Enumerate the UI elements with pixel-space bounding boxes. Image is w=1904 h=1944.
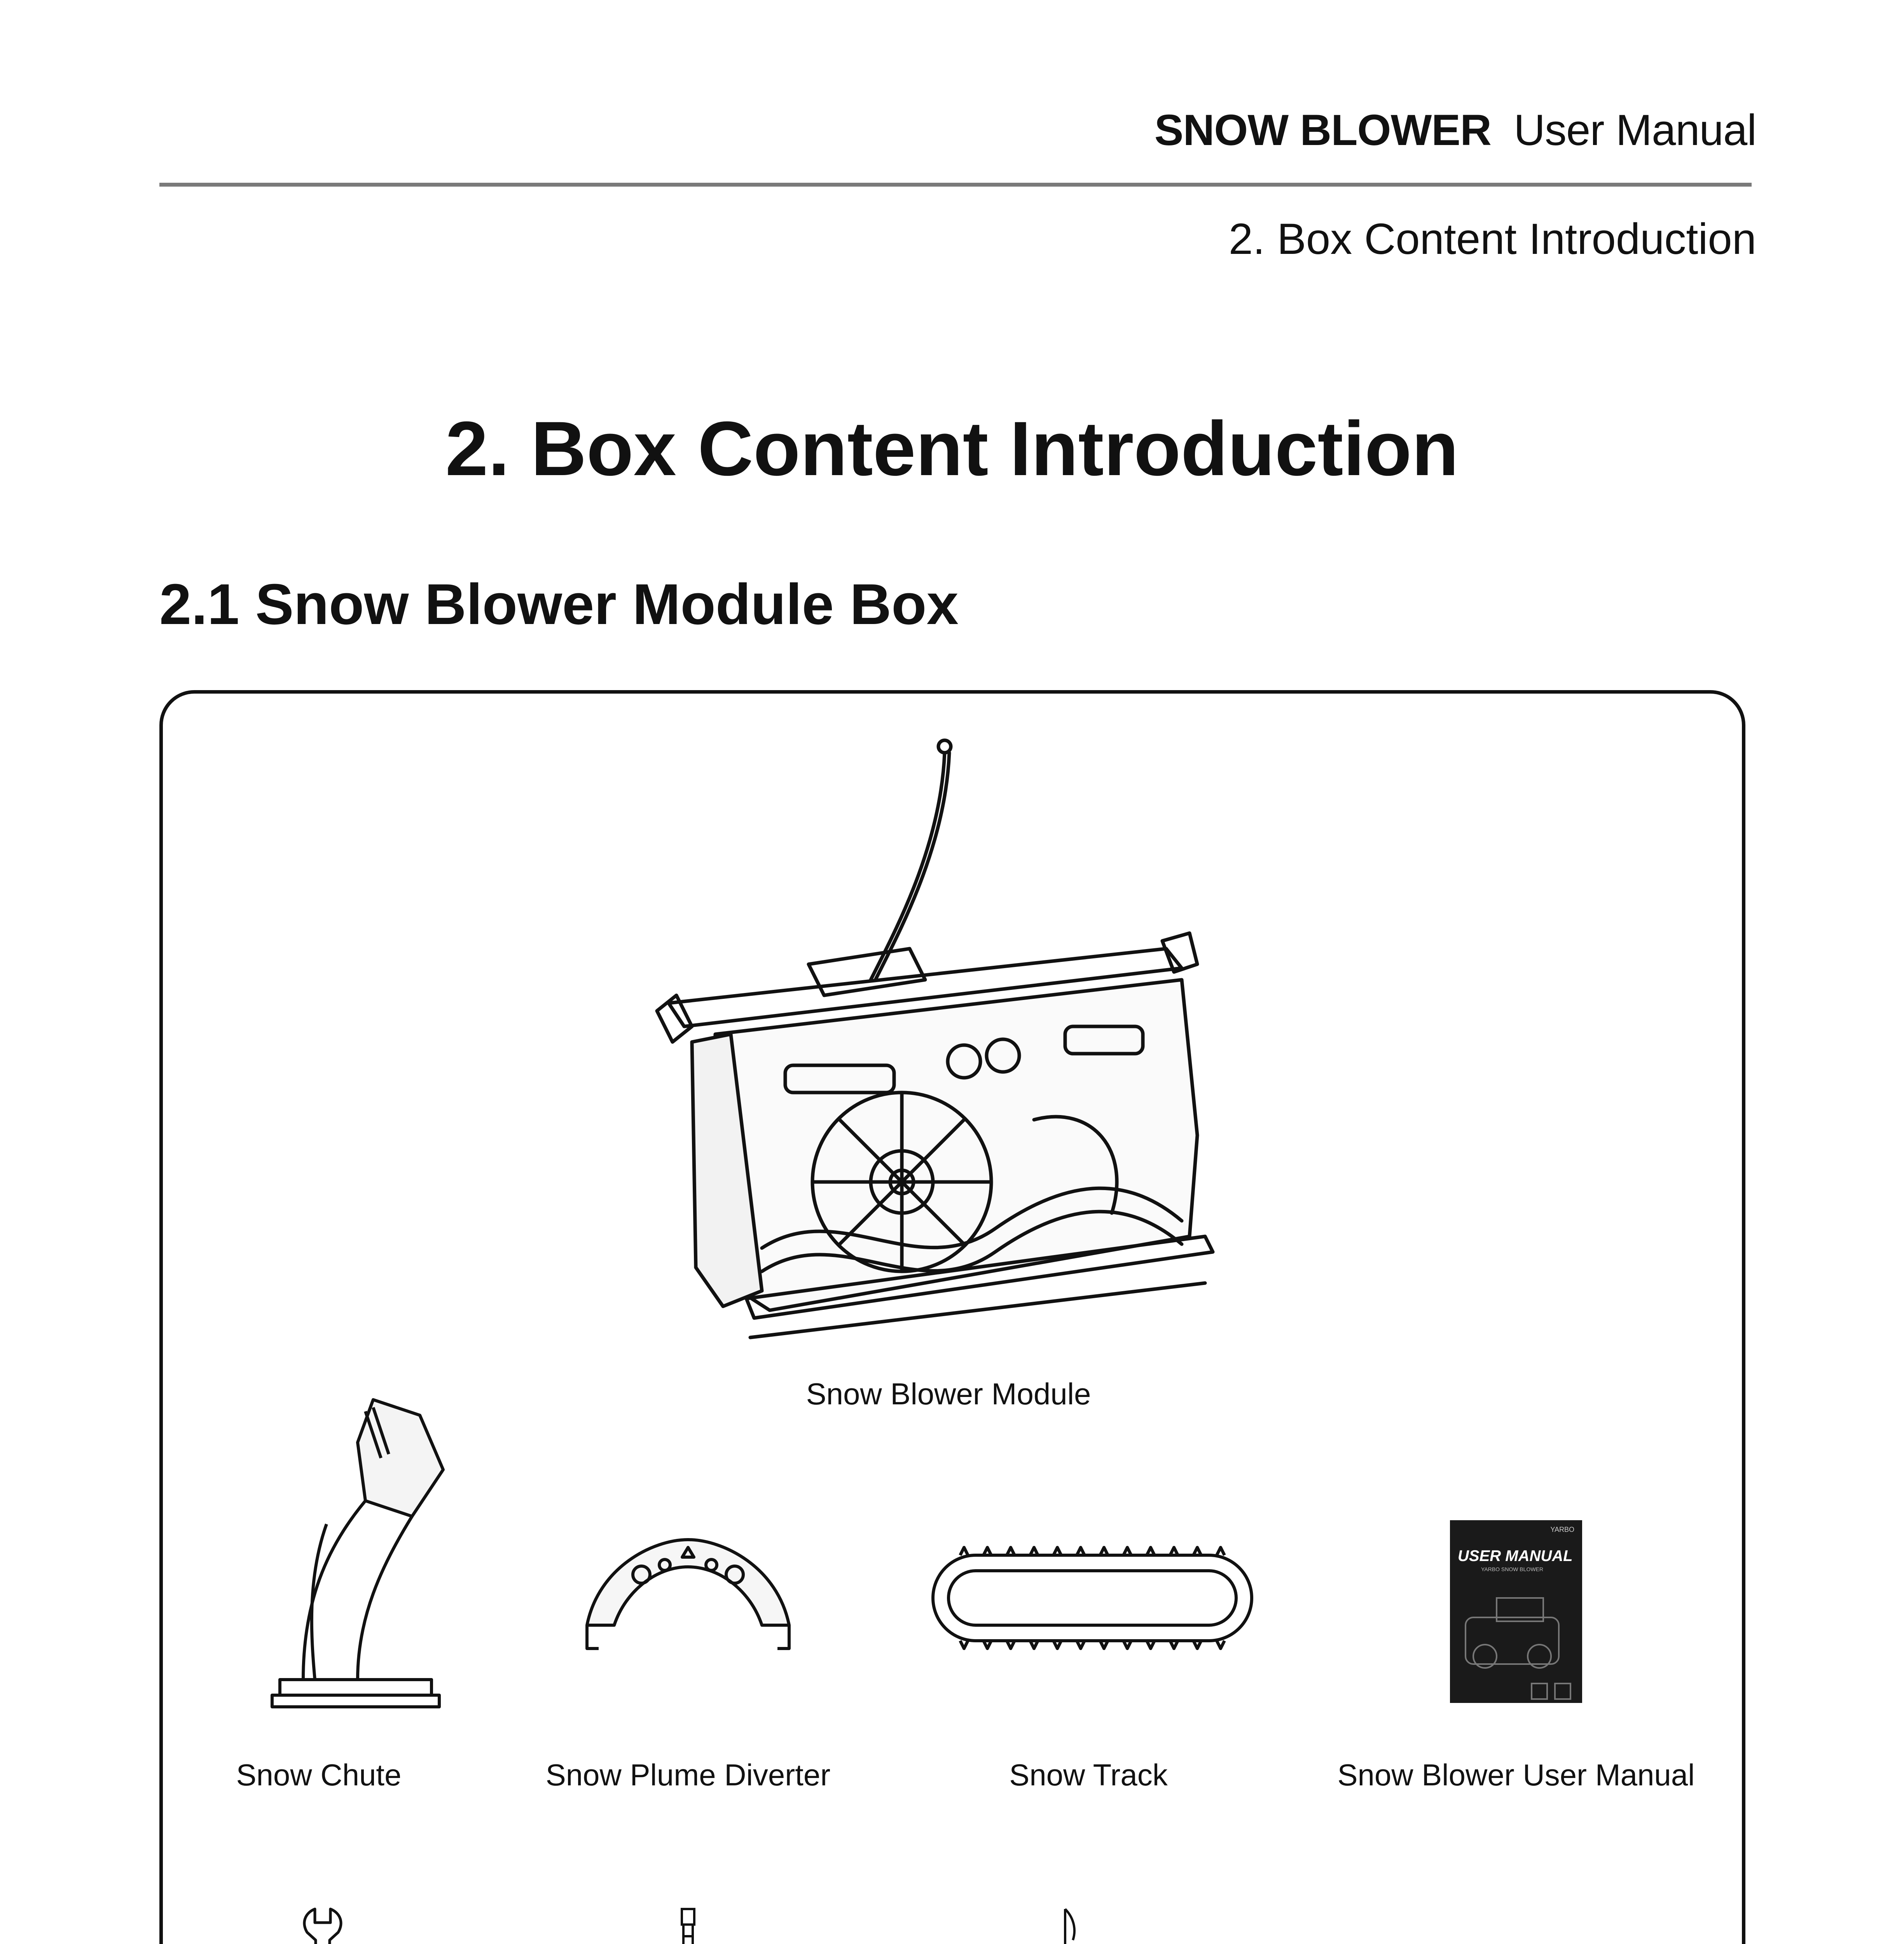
snow-track-illustration: [921, 1540, 1263, 1656]
header-section: 2. Box Content Introduction: [1228, 215, 1756, 263]
wrench-illustration: [299, 1905, 346, 1944]
user-manual-illustration: [1450, 1520, 1582, 1703]
manual-cover-subtitle: YARBO SNOW BLOWER: [1481, 1566, 1543, 1572]
snow-blower-module-illustration: [645, 731, 1244, 1361]
header-doc-type: User Manual: [1514, 106, 1756, 154]
section-subtitle: 2.1 Snow Blower Module Box: [159, 572, 959, 636]
snow-chute-illustration: [249, 1384, 459, 1722]
stud-illustration: [676, 1905, 700, 1944]
manual-cover-title: USER MANUAL: [1458, 1547, 1573, 1565]
item-label-snow-plume-diverter: Snow Plume Diverter: [545, 1758, 831, 1792]
header-divider: [159, 183, 1752, 187]
running-header: [1155, 105, 1756, 155]
header-brand: SNOW BLOWER: [1154, 106, 1491, 154]
cotter-pin-illustration: [1057, 1905, 1088, 1944]
item-label-snow-blower-module: Snow Blower Module: [806, 1377, 1091, 1411]
manual-cover-brand: YARBO: [1550, 1526, 1574, 1533]
item-label-snow-chute: Snow Chute: [236, 1758, 402, 1792]
page-title: 2. Box Content Introduction: [445, 406, 1459, 491]
snow-plume-diverter-illustration: [575, 1528, 801, 1660]
item-label-user-manual: Snow Blower User Manual: [1337, 1758, 1695, 1792]
item-label-snow-track: Snow Track: [1009, 1758, 1168, 1792]
